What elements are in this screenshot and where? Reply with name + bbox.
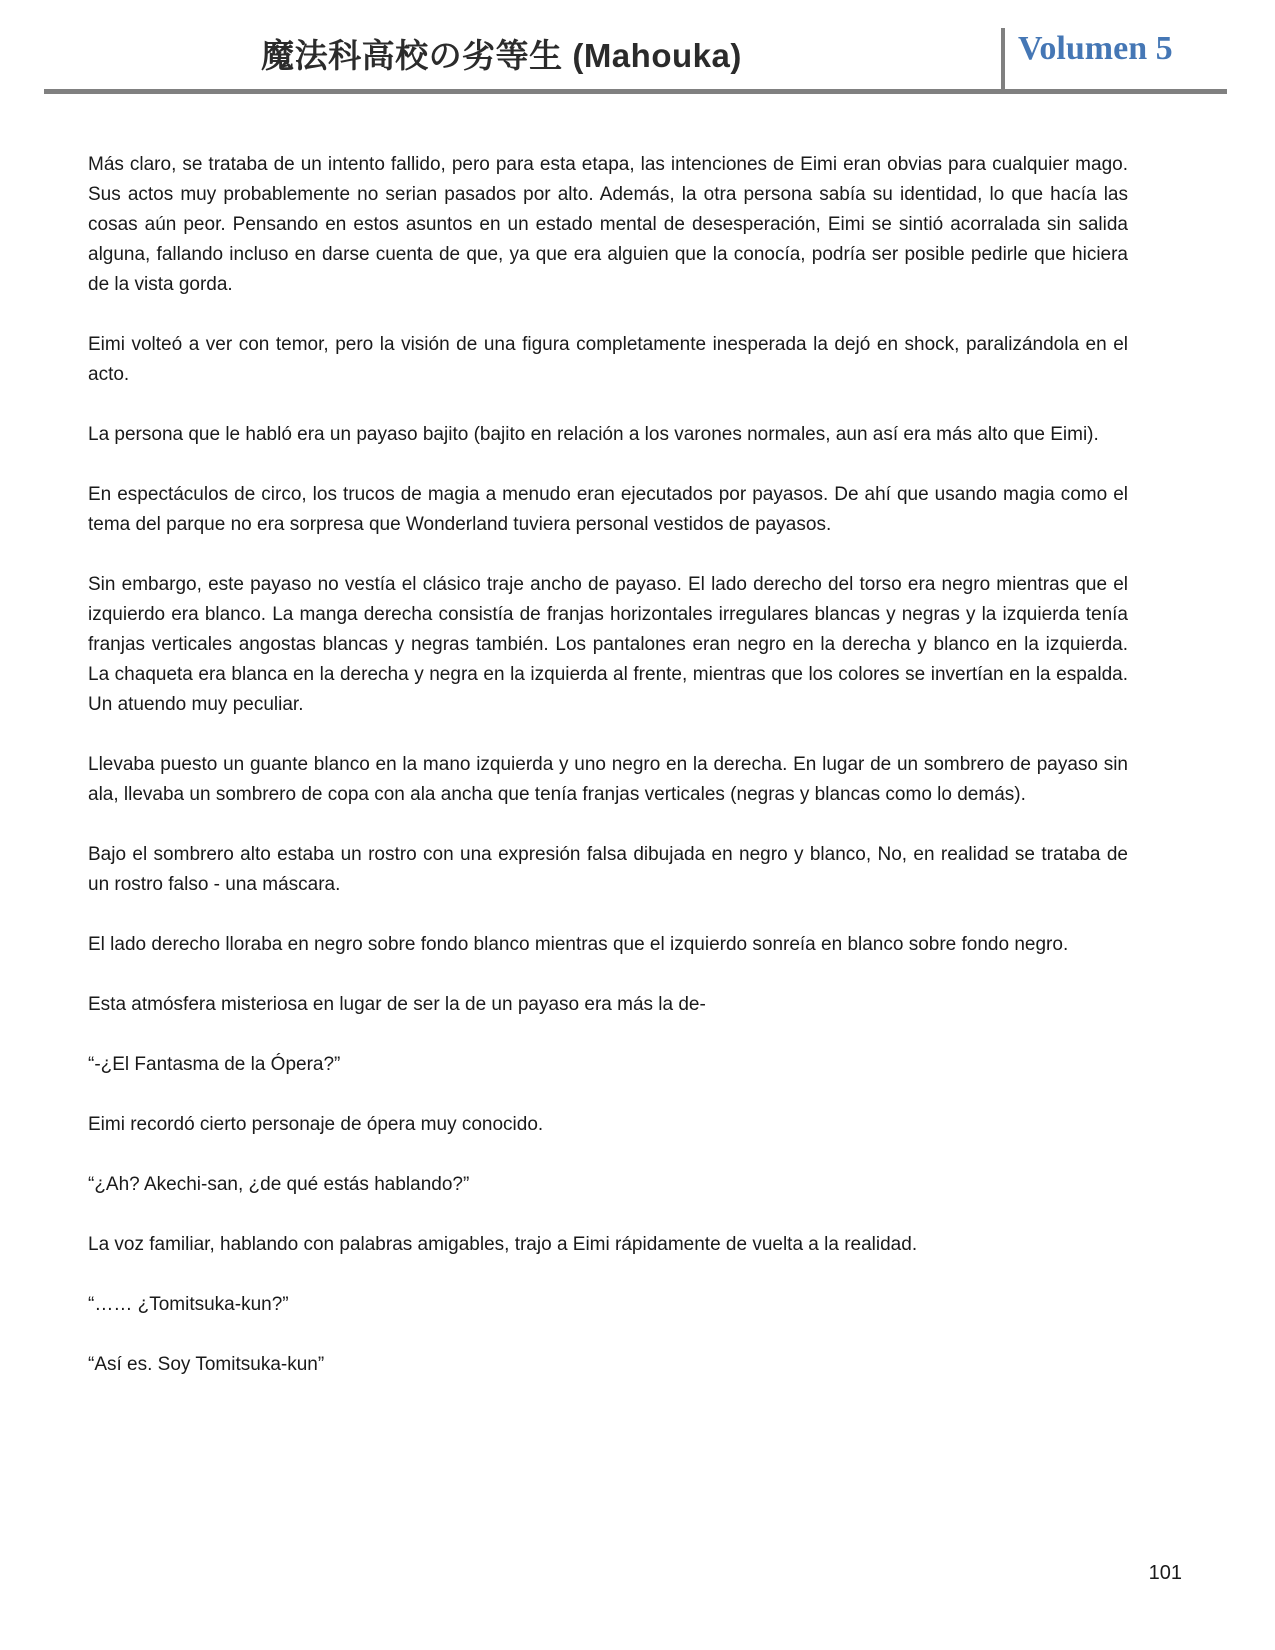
paragraph-12: “¿Ah? Akechi-san, ¿de qué estás hablando?”	[88, 1174, 470, 1195]
paragraph-11: Eimi recordó cierto personaje de ópera muy conocido.	[88, 1114, 544, 1135]
paragraph-8: El lado derecho lloraba en negro sobre fondo blanco mientras que el izquierdo sonreía en blanco sobre fondo negro.	[88, 934, 1069, 955]
header-divider-line	[1001, 28, 1005, 89]
document-title: 魔法科高校の劣等生 (Mahouka)	[261, 37, 742, 74]
paragraph-15: “Así es. Soy Tomitsuka-kun”	[88, 1354, 325, 1375]
paragraph-6: Llevaba puesto un guante blanco en la mano izquierda y uno negro en la derecha. En lugar de un sombrero de payaso sin ala, llevaba un sombrero de copa con ala ancha que tenía franjas verticales (negras y blancas como lo demás).	[88, 754, 1128, 805]
header-horizontal-rule	[44, 89, 1227, 94]
page-number: 101	[1148, 1562, 1182, 1584]
paragraph-7: Bajo el sombrero alto estaba un rostro con una expresión falsa dibujada en negro y blanco, No, en realidad se trataba de un rostro falso - una máscara.	[88, 844, 1128, 895]
paragraph-10: “-¿El Fantasma de la Ópera?”	[88, 1054, 341, 1075]
paragraph-5: Sin embargo, este payaso no vestía el clásico traje ancho de payaso. El lado derecho del torso era negro mientras que el izquierdo era blanco. La manga derecha consistía de franjas horizontales irregulares blancas y negras y la izquierda tenía franjas verticales angostas blancas y negras también. Los pantalones eran negro en la derecha y blanco en la izquierda. La chaqueta era blanca en la derecha y negra en la izquierda al frente, mientras que los colores se invertían en la espalda. Un atuendo muy peculiar.	[88, 574, 1128, 715]
paragraph-14: “…… ¿Tomitsuka-kun?”	[88, 1294, 289, 1315]
paragraph-9: Esta atmósfera misteriosa en lugar de ser la de un payaso era más la de-	[88, 994, 706, 1015]
paragraph-1: Más claro, se trataba de un intento fallido, pero para esta etapa, las intenciones de Eimi eran obvias para cualquier mago. Sus actos muy probablemente no serian pasados por alto. Además, la otra persona sabía su identidad, lo que hacía las cosas aún peor. Pensando en estos asuntos en un estado mental de desesperación, Eimi se sintió acorralada sin salida alguna, fallando incluso en darse cuenta de que, ya que era alguien que la conocía, podría ser posible pedirle que hiciera de la vista gorda.	[88, 154, 1128, 295]
body-text	[88, 150, 1128, 1410]
paragraph-13: La voz familiar, hablando con palabras amigables, trajo a Eimi rápidamente de vuelta a la realidad.	[88, 1234, 918, 1255]
volume-label: Volumen 5	[1018, 30, 1173, 67]
paragraph-4: En espectáculos de circo, los trucos de magia a menudo eran ejecutados por payasos. De ahí que usando magia como el tema del parque no era sorpresa que Wonderland tuviera personal vestidos de payasos.	[88, 484, 1128, 535]
paragraph-3: La persona que le habló era un payaso bajito (bajito en relación a los varones normales, aun así era más alto que Eimi).	[88, 424, 1099, 445]
paragraph-2: Eimi volteó a ver con temor, pero la visión de una figura completamente inesperada la dejó en shock, paralizándola en el acto.	[88, 334, 1128, 385]
